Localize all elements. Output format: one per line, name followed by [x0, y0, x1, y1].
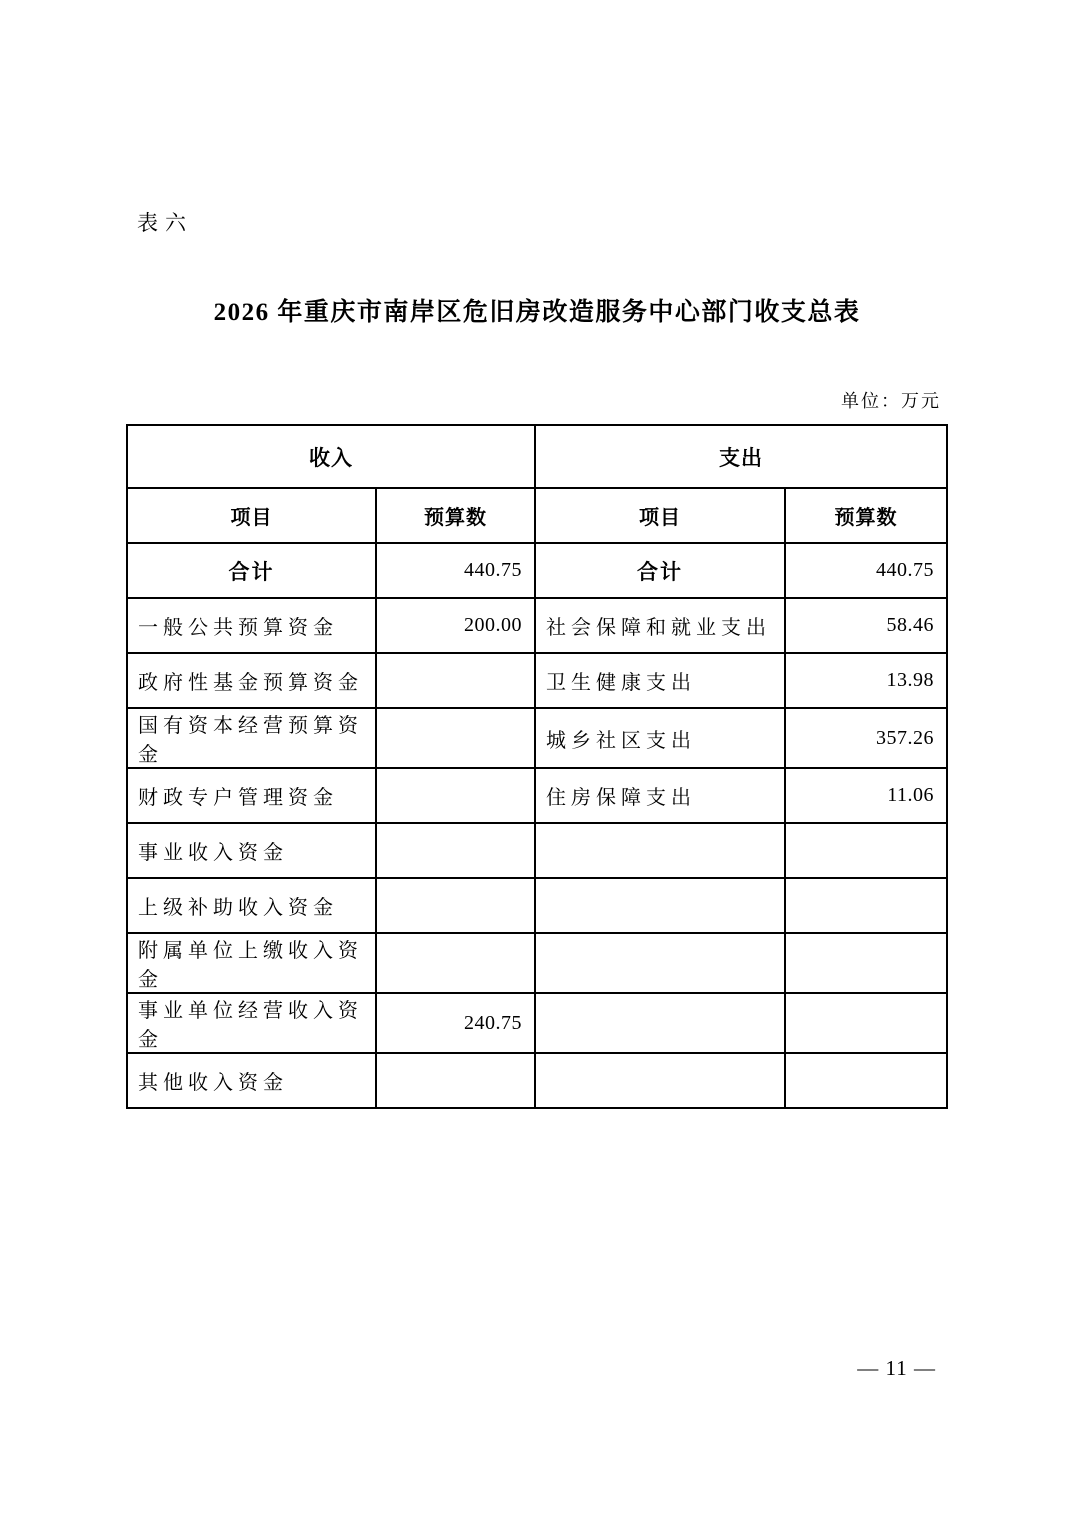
income-budget-cell	[376, 878, 535, 933]
expense-item-cell	[535, 878, 785, 933]
income-item-cell: 其他收入资金	[127, 1053, 376, 1108]
income-budget-cell	[376, 933, 535, 993]
income-item-cell: 事业单位经营收入资金	[127, 993, 376, 1053]
income-group-header: 收入	[127, 425, 535, 488]
income-budget-cell	[376, 708, 535, 768]
expense-budget-cell: 357.26	[785, 708, 947, 768]
expense-item-cell	[535, 823, 785, 878]
expense-item-cell: 住房保障支出	[535, 768, 785, 823]
income-item-cell: 政府性基金预算资金	[127, 653, 376, 708]
expense-budget-cell: 58.46	[785, 598, 947, 653]
income-item-cell: 一般公共预算资金	[127, 598, 376, 653]
expense-budget-cell	[785, 1053, 947, 1108]
table-row	[127, 1053, 947, 1108]
table-row	[127, 598, 947, 653]
expense-budget-cell	[785, 823, 947, 878]
expense-budget-header: 预算数	[785, 488, 947, 543]
expense-item-cell: 卫生健康支出	[535, 653, 785, 708]
income-budget-cell: 440.75	[376, 543, 535, 598]
table-row	[127, 993, 947, 1053]
table-row	[127, 653, 947, 708]
table-row	[127, 933, 947, 993]
income-item-cell: 合计	[127, 543, 376, 598]
income-item-cell: 国有资本经营预算资金	[127, 708, 376, 768]
expense-item-cell: 社会保障和就业支出	[535, 598, 785, 653]
expense-item-cell: 城乡社区支出	[535, 708, 785, 768]
expense-budget-cell	[785, 993, 947, 1053]
group-header-row	[127, 425, 947, 488]
table-row	[127, 823, 947, 878]
income-item-cell: 上级补助收入资金	[127, 878, 376, 933]
table-row	[127, 878, 947, 933]
expense-budget-cell: 13.98	[785, 653, 947, 708]
page-title: 2026 年重庆市南岸区危旧房改造服务中心部门收支总表	[213, 299, 861, 326]
income-item-cell: 财政专户管理资金	[127, 768, 376, 823]
income-budget-cell: 200.00	[376, 598, 535, 653]
expense-budget-cell	[785, 878, 947, 933]
income-budget-cell	[376, 653, 535, 708]
expense-item-cell	[535, 933, 785, 993]
expense-item-cell: 合计	[535, 543, 785, 598]
table-row-total	[127, 543, 947, 598]
expense-item-header: 项目	[535, 488, 785, 543]
expense-budget-cell: 440.75	[785, 543, 947, 598]
expense-item-cell	[535, 1053, 785, 1108]
table-row	[127, 768, 947, 823]
table-row	[127, 708, 947, 768]
income-budget-cell	[376, 768, 535, 823]
income-budget-cell: 240.75	[376, 993, 535, 1053]
expense-group-header: 支出	[535, 425, 947, 488]
expense-budget-cell: 11.06	[785, 768, 947, 823]
unit-note: 单位：万元	[841, 391, 941, 411]
income-item-cell: 附属单位上缴收入资金	[127, 933, 376, 993]
income-item-header: 项目	[127, 488, 376, 543]
table-label: 表六	[137, 211, 193, 235]
income-budget-cell	[376, 1053, 535, 1108]
column-header-row	[127, 488, 947, 543]
budget-summary-table	[126, 424, 948, 1109]
income-budget-header: 预算数	[376, 488, 535, 543]
income-item-cell: 事业收入资金	[127, 823, 376, 878]
expense-budget-cell	[785, 933, 947, 993]
page-number: — 11 —	[857, 1356, 936, 1380]
expense-item-cell	[535, 993, 785, 1053]
income-budget-cell	[376, 823, 535, 878]
